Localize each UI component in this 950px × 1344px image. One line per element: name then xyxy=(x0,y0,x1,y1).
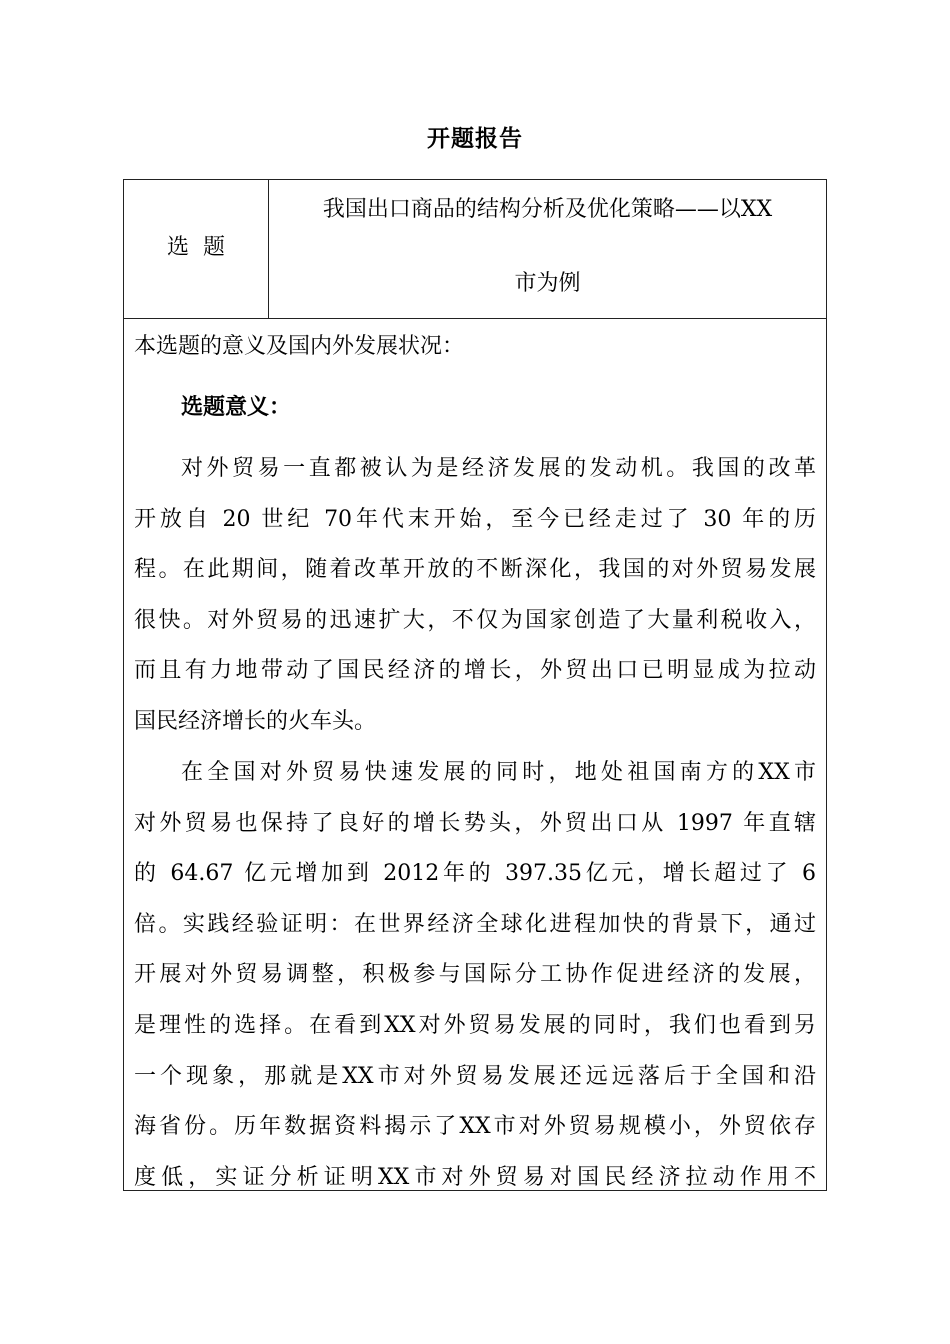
proposal-form-table xyxy=(123,179,827,1191)
body-line: 开展对外贸易调整，积极参与国际分工协作促进经济的发展， xyxy=(134,962,816,987)
topic-title-line-2: 市为例 xyxy=(514,271,581,296)
topic-title-line-1: 我国出口商品的结构分析及优化策略——以XX xyxy=(322,197,773,222)
document-title: 开题报告 xyxy=(427,126,523,152)
topic-row xyxy=(124,180,826,319)
subsection-label: 选题意义： xyxy=(181,395,292,420)
body-line: 海省份。历年数据资料揭示了XX市对外贸易规模小，外贸依存 xyxy=(134,1114,816,1139)
body-line: 对外贸易一直都被认为是经济发展的发动机。我国的改革 xyxy=(181,456,816,481)
significance-cell xyxy=(124,319,826,1190)
section-heading: 本选题的意义及国内外发展状况： xyxy=(134,334,465,359)
body-line: 一个现象，那就是XX市对外贸易发展还远远落后于全国和沿 xyxy=(134,1064,816,1089)
body-line: 而且有力地带动了国民经济的增长，外贸出口已明显成为拉动 xyxy=(134,658,816,683)
topic-label: 选 题 xyxy=(167,235,225,260)
body-line: 程。在此期间，随着改革开放的不断深化，我国的对外贸易发展 xyxy=(134,557,816,582)
topic-value-cell xyxy=(269,180,826,318)
body-line: 很快。对外贸易的迅速扩大，不仅为国家创造了大量利税收入， xyxy=(134,608,816,633)
body-line: 在全国对外贸易快速发展的同时，地处祖国南方的XX市 xyxy=(181,760,816,785)
body-line: 度低，实证分析证明XX市对外贸易对国民经济拉动作用不 xyxy=(134,1165,816,1190)
body-line: 是理性的选择。在看到XX对外贸易发展的同时，我们也看到另 xyxy=(134,1013,816,1038)
body-line: 的 64.67 亿元增加到 2012年的 397.35亿元，增长超过了 6 xyxy=(134,861,816,886)
body-line: 倍。实践经验证明：在世界经济全球化进程加快的背景下，通过 xyxy=(134,912,816,937)
body-line: 对外贸易也保持了良好的增长势头，外贸出口从 1997 年直辖 xyxy=(134,811,816,836)
body-line: 国民经济增长的火车头。 xyxy=(134,709,377,734)
body-line: 开放自 20 世纪 70年代末开始，至今已经走过了 30 年的历 xyxy=(134,507,816,532)
topic-label-cell xyxy=(124,180,269,318)
